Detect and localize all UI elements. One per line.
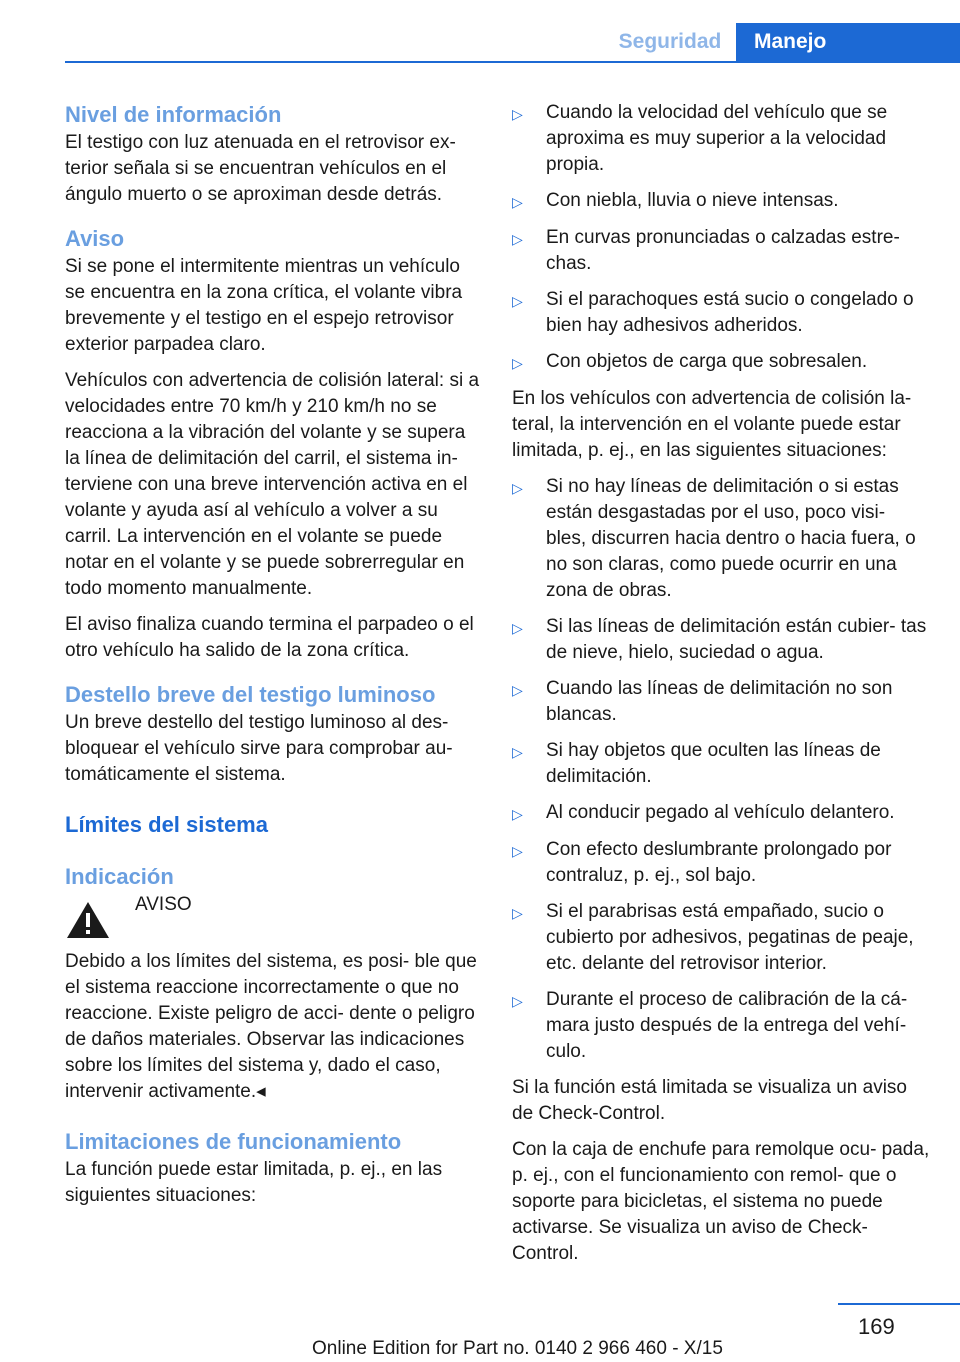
triangle-right-icon: ▷ [512,355,523,371]
tab-manejo[interactable]: Manejo [736,23,960,61]
page-number: 169 [858,1314,895,1339]
list-item: ▷ En curvas pronunciadas o calzadas estre- chas. [512,225,930,277]
warning-text: Debido a los límites del sistema, es posi- ble que el sistema reaccione incorrectamente o que no reaccione. Existe peligro de acci- dente o peligro de daños materiales. Observar las indicaciones sobre los límites del sistema y, dado el caso, intervenir activamente.◂ [65,951,477,1102]
triangle-right-icon: ▷ [512,106,523,122]
header-rule [65,61,960,63]
edition-line: Online Edition for Part no. 0140 2 966 460 - X/15 [312,1338,723,1359]
paragraph: Si la función está limitada se visualiza un aviso de Check-Control. [512,1077,907,1124]
left-column [65,100,480,1209]
heading-indicacion: Indicación [65,864,174,889]
list-item: ▷ Si el parabrisas está empañado, sucio o cubierto por adhesivos, pegatinas de peaje, etc. delante del retrovisor interior. [512,899,930,977]
list-item: ▷ Cuando las líneas de delimitación no son blancas. [512,676,930,728]
triangle-right-icon: ▷ [512,843,523,859]
list-item: ▷ Durante el proceso de calibración de la cá- mara justo después de la entrega del vehí- culo. [512,987,930,1065]
triangle-right-icon: ▷ [512,682,523,698]
heading-limitaciones: Limitaciones de funcionamiento [65,1129,402,1154]
paragraph: En los vehículos con advertencia de colisión la- teral, la intervención en el volante puede estar limitada, p. ej., en las siguientes situaciones: [512,388,912,461]
paragraph: Si se pone el intermitente mientras un vehículo se encuentra en la zona crítica, el volante vibra brevemente y el testigo en el espejo retrovisor exterior parpadea claro. [65,256,463,355]
warning-title: AVISO [135,894,192,915]
triangle-right-icon: ▷ [512,744,523,760]
paragraph: Un breve destello del testigo luminoso al des- bloquear el vehículo sirve para comprobar au- tomáticamente el sistema. [65,712,453,785]
heading-limites-sistema: Límites del sistema [65,812,268,837]
heading-destello: Destello breve del testigo luminoso [65,682,436,707]
footer-rule [838,1303,960,1305]
paragraph: Con la caja de enchufe para remolque ocu- pada, p. ej., con el funcionamiento con remol- que o soporte para bicicletas, el sistema no puede activarse. Se visualiza un aviso de Check-Control. [512,1139,930,1264]
triangle-right-icon: ▷ [512,231,523,247]
triangle-right-icon: ▷ [512,480,523,496]
list-item: ▷ Si las líneas de delimitación están cubier- tas de nieve, hielo, suciedad o agua. [512,614,930,666]
warning-triangle-icon [65,892,123,945]
list-item: ▷ Al conducir pegado al vehículo delantero. [512,800,930,827]
paragraph: El testigo con luz atenuada en el retrovisor ex- terior señala si se encuentran vehículos en el ángulo muerto o se aproximan desde detrás. [65,132,456,205]
paragraph: El aviso finaliza cuando termina el parpadeo o el otro vehículo ha salido de la zona crítica. [65,614,474,661]
heading-nivel-informacion: Nivel de información [65,102,282,127]
list-item: ▷ Con niebla, lluvia o nieve intensas. [512,188,930,215]
heading-aviso: Aviso [65,226,125,251]
triangle-right-icon: ▷ [512,905,523,921]
triangle-right-icon: ▷ [512,993,523,1009]
paragraph: La función puede estar limitada, p. ej., en las siguientes situaciones: [65,1159,443,1206]
list-item: ▷ Si hay objetos que oculten las líneas de delimitación. [512,738,930,790]
list-item: ▷ Cuando la velocidad del vehículo que se aproxima es muy superior a la velocidad propia. [512,100,930,178]
warning-block [65,892,480,945]
list-item: ▷ Con objetos de carga que sobresalen. [512,349,930,376]
triangle-right-icon: ▷ [512,293,523,309]
bullet-list-1 [512,100,930,376]
list-item: ▷ Con efecto deslumbrante prolongado por contraluz, p. ej., sol bajo. [512,837,930,889]
paragraph: Vehículos con advertencia de colisión lateral: si a velocidades entre 70 km/h y 210 km/h no se reacciona a la vibración del volante y se supera la línea de delimitación del carril, el sistema in- terviene con una breve intervención activa en el volante y ayuda así al vehículo a volver a su carril. La intervención en el volante se puede notar en el volante y se puede sobrerregular en todo momento manualmente. [65,370,480,599]
bullet-list-2 [512,474,930,1065]
triangle-right-icon: ▷ [512,620,523,636]
list-item: ▷ Si el parachoques está sucio o congelado o bien hay adhesivos adheridos. [512,287,930,339]
triangle-right-icon: ▷ [512,194,523,210]
list-item: ▷ Si no hay líneas de delimitación o si estas están desgastadas por el uso, poco visi- bles, discurren hacia dentro o hacia fuera, o no son claras, como puede ocurrir en una zona de obras. [512,474,930,604]
triangle-right-icon: ▷ [512,806,523,822]
tab-seguridad[interactable]: Seguridad [618,30,722,53]
right-column [512,100,930,1267]
